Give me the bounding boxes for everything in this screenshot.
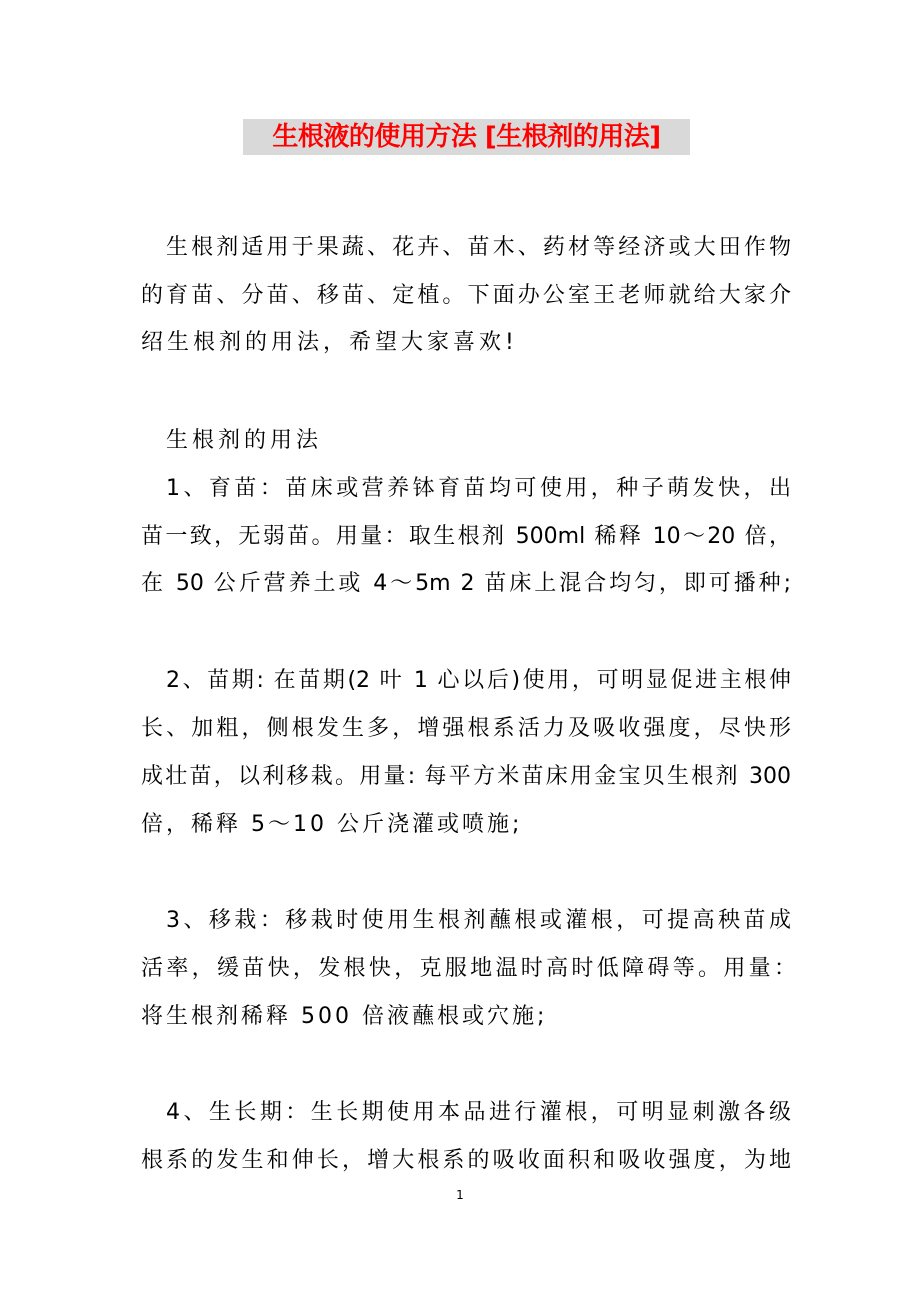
paragraph-line: 将生根剂稀释 500 倍液蘸根或穴施; bbox=[141, 1004, 548, 1029]
intro-line: 绍生根剂的用法，希望大家喜欢! bbox=[141, 330, 518, 355]
section-heading: 生根剂的用法 bbox=[166, 428, 323, 453]
paragraph-line: 成壮苗，以利移栽。用量: 每平方米苗床用金宝贝生根剂 300 bbox=[141, 764, 791, 789]
page-number: 1 bbox=[456, 1188, 464, 1202]
intro-line: 的育苗、分苗、移苗、定植。下面办公室王老师就给大家介 bbox=[141, 283, 791, 308]
intro-line: 生根剂适用于果蔬、花卉、苗木、药材等经济或大田作物 bbox=[166, 235, 791, 260]
paragraph-line: 3、移栽：移栽时使用生根剂蘸根或灌根，可提高秧苗成 bbox=[166, 908, 791, 933]
paragraph-line: 倍，稀释 5～10 公斤浇灌或喷施; bbox=[141, 812, 523, 837]
paragraph-line: 苗一致，无弱苗。用量：取生根剂 500ml 稀释 10～20 倍， bbox=[141, 524, 791, 549]
paragraph-line: 活率，缓苗快，发根快，克服地温时高时低障碍等。用量： bbox=[141, 956, 796, 981]
paragraph-line: 长、加粗，侧根发生多，增强根系活力及吸收强度，尽快形 bbox=[141, 716, 791, 741]
paragraph-line: 根系的发生和伸长，增大根系的吸收面积和吸收强度，为地 bbox=[141, 1148, 791, 1173]
paragraph-line: 2、苗期: 在苗期(2 叶 1 心以后)使用，可明显促进主根伸 bbox=[166, 668, 791, 693]
paragraph-line: 4、生长期：生长期使用本品进行灌根，可明显刺激各级 bbox=[166, 1100, 791, 1125]
paragraph-line: 1、育苗：苗床或营养钵育苗均可使用，种子萌发快，出 bbox=[166, 476, 791, 501]
document-title: 生根液的使用方法 [生根剂的用法] bbox=[243, 119, 690, 155]
paragraph-line: 在 50 公斤营养土或 4～5m 2 苗床上混合均匀，即可播种; bbox=[141, 571, 791, 596]
